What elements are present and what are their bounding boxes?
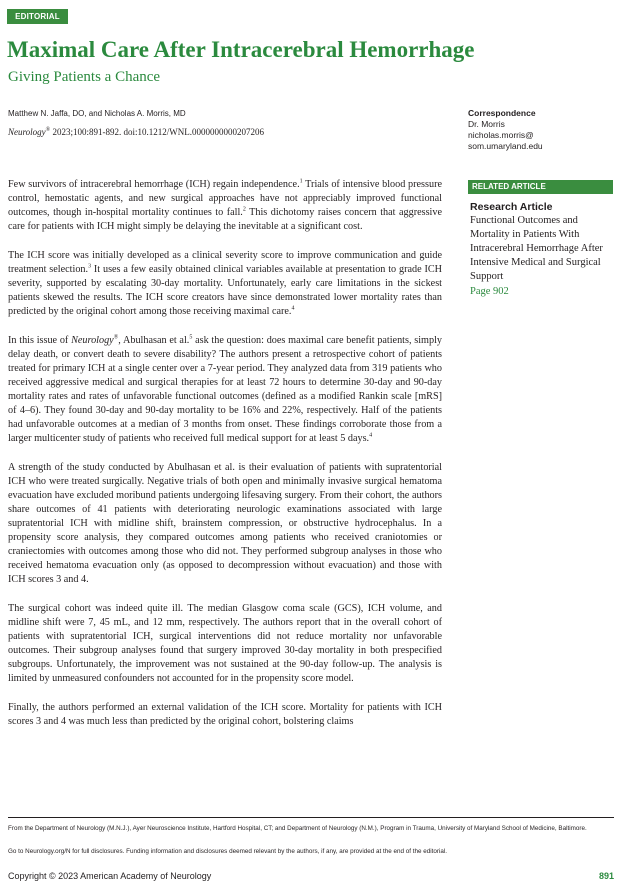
- reference-superscript[interactable]: 4: [291, 305, 295, 312]
- article-body: [8, 178, 442, 744]
- reference-superscript[interactable]: 1: [299, 178, 303, 185]
- body-paragraph-3: [8, 334, 442, 446]
- author-line: Matthew N. Jaffa, DO, and Nicholas A. Morris, MD: [8, 109, 186, 118]
- journal-name: Neurology: [71, 335, 114, 346]
- body-paragraph-6: Finally, the authors performed an external validation of the ICH score. Mortality for patients with ICH scores 3 and 4 was much less than predicted by the original cohort, bolstering claims: [8, 702, 442, 727]
- correspondence-email-domain[interactable]: som.umaryland.edu: [468, 141, 543, 151]
- body-paragraph-2: [8, 249, 442, 319]
- body-paragraph-5: The surgical cohort was indeed quite ill. The median Glasgow coma scale (GCS), ICH volume, and midline shift were 7, 45 mL, and 12 mm, respectively. The authors report that in the overall cohort of patients with supratentorial ICH, surgical interventions did not reduce mortality nor unfavorable outcomes. Their subgroup analyses found that surgery improved 30-day mortality in both prespecified subgroups. Unfortunately, the improvement was not sustained at the 90-day follow-up. The analysis is limited by unmeasured confounders not accounted for in the propensity score model.: [8, 603, 442, 684]
- editorial-tag: EDITORIAL: [7, 9, 68, 24]
- page-number: 891: [598, 871, 614, 881]
- correspondence-box: [468, 108, 613, 152]
- correspondence-name: Dr. Morris: [468, 119, 505, 129]
- text-run: , Abulhasan et al.: [118, 335, 190, 346]
- reference-superscript[interactable]: 4: [369, 432, 373, 439]
- citation-details: 2023;100:891-892. doi:10.1212/WNL.0000000000207206: [50, 127, 264, 137]
- affiliations-footnote: From the Department of Neurology (M.N.J.), Ayer Neuroscience Institute, Hartford Hospital, CT; and Department of Neurology (N.M.), Program in Trauma, University of Maryland School of Medicine, Baltimore.: [8, 825, 587, 832]
- registered-mark: ®: [113, 334, 119, 341]
- journal-name: Neurology: [8, 127, 46, 137]
- related-article-type: Research Article: [470, 201, 553, 213]
- copyright-notice: Copyright © 2023 American Academy of Neurology: [8, 871, 212, 881]
- related-article-title[interactable]: Functional Outcomes and Mortality in Patients With Intracerebral Hemorrhage After Intensive Medical and Surgical Support: [470, 215, 603, 282]
- related-article-page-link[interactable]: Page 902: [470, 286, 509, 297]
- reference-superscript[interactable]: 2: [242, 206, 246, 213]
- text-run: The ICH score was initially developed as a clinical severity score to improve communication and guide treatment selection.: [8, 250, 442, 275]
- body-paragraph-1: [8, 178, 442, 234]
- article-subtitle: Giving Patients a Chance: [8, 69, 161, 85]
- correspondence-heading: Correspondence: [468, 108, 536, 118]
- footer-divider: [8, 817, 614, 818]
- text-run: Trials of intensive blood pressure control, hemostatic agents, and new surgical approaches have not appreciably improved functional outcomes, though in-hospital mortality continues to fall.: [8, 179, 442, 218]
- disclosures-footnote: Go to Neurology.org/N for full disclosures. Funding information and disclosures deemed relevant by the authors, if any, are provided at the end of the editorial.: [8, 848, 448, 855]
- registered-mark: ®: [45, 127, 51, 133]
- text-run: This dichotomy raises concern that aggressive care for patients with ICH might simply be delaying the inevitable at a significant cost.: [8, 207, 442, 232]
- article-title: Maximal Care After Intracerebral Hemorrhage: [7, 37, 475, 62]
- reference-superscript[interactable]: 3: [88, 263, 92, 270]
- related-article-tag: RELATED ARTICLE: [468, 180, 613, 194]
- text-run: In this issue of: [8, 335, 72, 346]
- text-run: Few survivors of intracerebral hemorrhage (ICH) regain independence.: [8, 179, 300, 190]
- body-paragraph-4: A strength of the study conducted by Abulhasan et al. is their evaluation of patients with supratentorial ICH who were treated surgically. Negative trials of both open and minimally invasive surgical hematoma evacuation have excluded moribund patients undergoing lifesaving surgery. From their cohort, the authors share outcomes of 41 patients with deteriorating neurologic examinations associated with large supratentorial ICH with midline shift, brainstem compression, or obstructive hydrocephalus. In a propensity score analysis, they compared outcomes among patients who received craniotomies or craniectomies with outcomes among those who did not. They performed subgroup analyses in those who received hematoma evacuation only (as opposed to decompression without evacuation) and those with ICH scores 3 and 4.: [8, 462, 442, 585]
- text-run: It uses a few easily obtained clinical variables available at presentation to grade ICH severity, supported by escalating 30-day mortality. Unfortunately, early care limitations in the sickest patients skewed the results. The ICH score creators have since demonstrated lower mortality rates than predicted by the original cohort among those receiving maximal care.: [8, 264, 442, 317]
- text-run: ask the question: does maximal care benefit patients, simply delay death, or convert death to severe disability? The authors present a retrospective cohort of patients treated for primary ICH at a single center over a 7-year period. They analyzed data from 319 patients who received aggressive medical and surgical therapies for at least 72 hours to determine 30-day and 90-day mortality rates and rates of unfavorable functional outcomes (defined as a modified Rankin scale [mRS] of 4–6). They found 30-day and 90-day mortality to be 16% and 22%, respectively. Half of the patients had unfavorable outcomes at a median of 3 months from onset. These findings corroborate those from a larger multicenter study of patients who received full medical support for at least 5 days.: [8, 335, 442, 444]
- correspondence-email[interactable]: nicholas.morris@: [468, 130, 534, 140]
- reference-superscript[interactable]: 5: [189, 334, 193, 341]
- citation-line: [8, 127, 264, 137]
- related-article-box[interactable]: [470, 200, 612, 299]
